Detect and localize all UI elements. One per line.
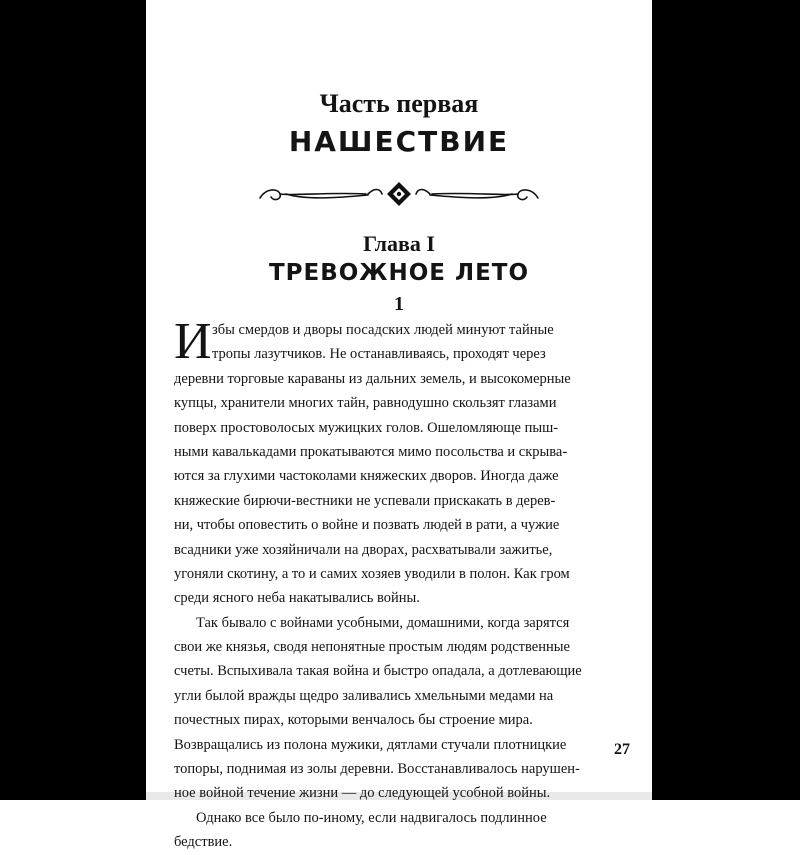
text-line: ное войной течение жизни — до следующей усобной войны. — [174, 785, 551, 802]
text-line: поверх простоволосых мужицких голов. Ошеломляюще пыш- — [174, 419, 559, 436]
text-line: свои же князья, сводя непонятные простым людям родственные — [174, 639, 570, 656]
book-page — [146, 0, 652, 851]
body-text — [174, 313, 620, 855]
text-line: тропы лазутчиков. Не останавливаясь, проходят через — [212, 346, 546, 363]
text-line: збы смердов и дворы посадских людей минуют тайные — [212, 322, 554, 338]
text-line: счеты. Вспыхивала такая война и быстро опадала, а дотлевающие — [174, 663, 582, 680]
page-number: 27 — [614, 741, 630, 758]
text-line: Возвращались из полона мужики, дятлами стучали плотницкие — [174, 736, 567, 753]
text-line: купцы, хранители многих тайн, равнодушно скользят глазами — [174, 395, 557, 412]
drop-cap: И — [174, 313, 212, 370]
text-line: ными кавалькадами прокатываются мимо посольства и скрыва- — [174, 443, 568, 460]
chapter-title: ТРЕВОЖНОЕ ЛЕТО — [268, 260, 530, 286]
text-line: среди ясного неба накатывались войны. — [174, 590, 420, 607]
text-line: угоняли скотину, а то и самих хозяев уводили в полон. Как гром — [174, 565, 570, 582]
part-label: Часть первая — [319, 89, 479, 118]
text-line: всадники уже хозяйничали на дворах, расхватывали зажитье, — [174, 541, 553, 558]
paragraph-3 — [174, 806, 620, 855]
text-line: бедствие. — [174, 834, 233, 851]
paragraph-2 — [174, 611, 620, 806]
text-line: почестных пирах, которыми венчалось бы строение мира. — [174, 712, 533, 729]
section-number: 1 — [394, 293, 404, 315]
text-line: деревни торговые караваны из дальних земель, и высокомерные — [174, 370, 571, 387]
text-line: угли былой вражды щедро заливались хмельными медами на — [174, 687, 554, 704]
right-black-border — [652, 0, 800, 800]
left-black-border — [0, 0, 146, 800]
text-line: Однако все было по-иному, если надвигалось подлинное — [196, 809, 547, 826]
text-line: княжеские бирючи-вестники не успевали прискакать в дерев- — [174, 492, 556, 509]
text-line: ются за глухими частоколами княжеских дворов. Иногда даже — [174, 468, 559, 485]
chapter-number: Глава I — [363, 231, 435, 256]
paragraph-1 — [174, 313, 620, 611]
text-line: ни, чтобы оповестить о войне и позвать людей в рати, а чужие — [174, 517, 560, 534]
text-line: Так бывало с войнами усобными, домашними, когда зарятся — [196, 614, 570, 631]
decorative-scroll-divider-icon — [256, 180, 542, 208]
text-line: топоры, поднимая из золы деревни. Восстанавливалось нарушен- — [174, 761, 580, 778]
part-name: НАШЕСТВИЕ — [288, 125, 510, 158]
